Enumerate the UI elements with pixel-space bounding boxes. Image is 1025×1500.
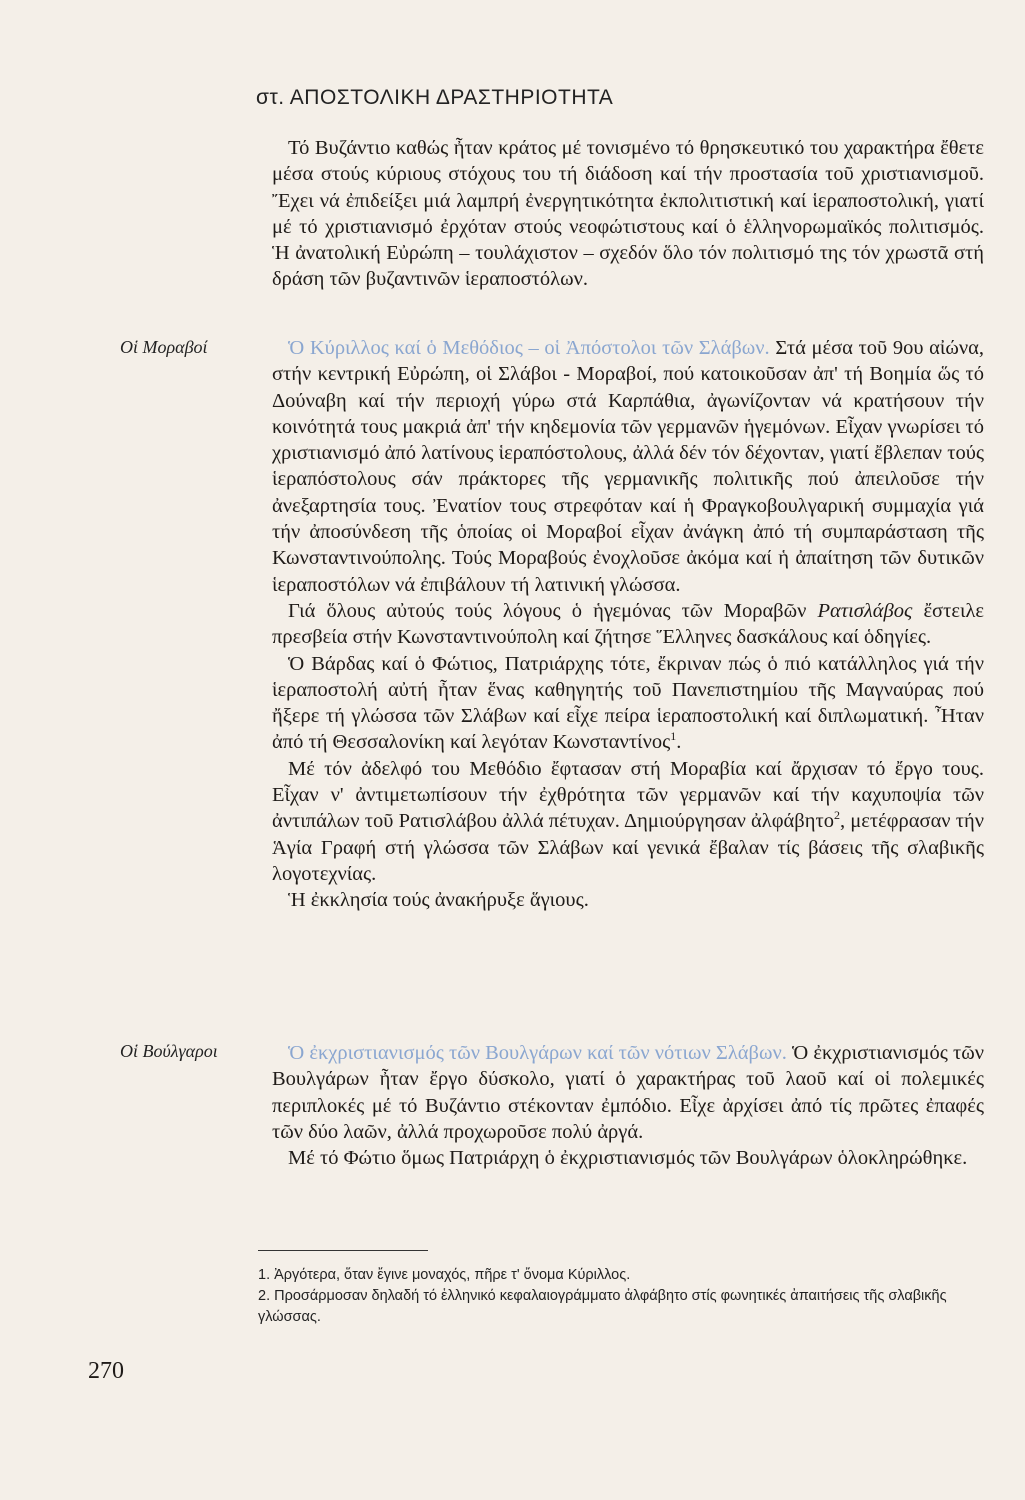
footnote-ref-2: 2 xyxy=(833,808,840,823)
p4-text-a: Μέ τόν ἀδελφό του Μεθόδιο ἔφτασαν στή Μοραβία καί ἄρχισαν τό ἔργο τους. Εἶχαν ν' ἀντιμετωπίσουν τήν ἐχθρότητα τῶν γερμανῶν καί τήν καχυποψία τῶν ἀντιπάλων τοῦ Ρατισλάβου ἀλλά πέτυχαν. Δημιούργησαν ἀλφάβητο xyxy=(272,757,984,833)
moravians-paragraph-3: Ὁ Βάρδας καί ὁ Φώτιος, Πατριάρχης τότε, ἔκριναν πώς ὁ πιό κατάλληλος γιά τήν ἱεραποστολή αὐτή ἦταν ἕνας καθηγητής τοῦ Πανεπιστημίου τῆς Μαγναύρας πού ἤξερε τή γλώσσα τῶν Σλάβων καί εἶχε πείρα ἱεραποστολική καί διπλωματική. Ἦταν ἀπό τή Θεσσαλονίκη καί λεγόταν Κωνσταντίνος$^1$. xyxy=(272,652,984,754)
moravians-paragraph-2 xyxy=(272,598,984,651)
margin-label-bulgarians: Οἱ Βούλγαροι xyxy=(120,1041,218,1061)
margin-label-moravians: Οἱ Μοραβοί xyxy=(120,337,208,357)
p2-after: ἔστειλε πρεσβεία στήν Κωνσταντινούπολη καί ζήτησε Ἕλληνες δασκάλους καί ὁδηγίες. xyxy=(272,599,985,649)
p2-before: Γιά ὅλους αὐτούς τούς λόγους ὁ ἡγεμόνας τῶν Μοραβῶν xyxy=(288,599,807,622)
moravians-section xyxy=(272,335,984,914)
bulgarians-section xyxy=(272,1040,984,1171)
footnote-divider xyxy=(258,1250,428,1251)
intro-paragraph: Τό Βυζάντιο καθώς ἦταν κράτος μέ τονισμένο τό θρησκευτικό του χαρακτήρα ἔθετε μέσα στούς κύριους στόχους του τή διάδοση καί τήν προστασία τοῦ χριστιανισμοῦ. Ἔχει νά ἐπιδείξει μιά λαμπρή ἐνεργητικότητα ἐκπολιτιστική καί ἱεραποστολική, γιατί μέ τό χριστιανισμό ἐρχόταν στούς νεοφώτιστους καί ὁ ἑλληνορωμαϊκός πολιτισμός. Ἡ ἀνατολική Εὐρώπη – τουλάχιστον – σχεδόν ὅλο τόν πολιτισμό της τόν χρωστᾶ στή δράση τῶν βυζαντινῶν ἱεραποστόλων. xyxy=(272,137,984,291)
moravians-paragraph-4 xyxy=(272,756,984,887)
bulgarians-subheading: Ὁ ἐκχριστιανισμός τῶν Βουλγάρων καί τῶν νότιων Σλάβων. xyxy=(288,1042,787,1064)
moravians-paragraph-5: Ἡ ἐκκλησία τούς ἀνακήρυξε ἅγιους. xyxy=(288,889,589,912)
page-number: 270 xyxy=(88,1358,124,1384)
section-heading: στ. ΑΠΟΣΤΟΛΙΚΗ ΔΡΑΣΤΗΡΙΟΤΗΤΑ xyxy=(256,86,614,109)
bulgarians-paragraph-2: Μέ τό Φώτιο ὅμως Πατριάρχη ὁ ἐκχριστιανισμός τῶν Βουλγάρων ὁλοκληρώθηκε. xyxy=(288,1147,968,1170)
moravians-paragraph-1 xyxy=(272,335,984,598)
bulgarians-p1-text: Ὁ ἐκχριστιανισμός τῶν Βουλγάρων ἦταν ἔργο δύσκολο, γιατί ὁ χαρακτήρας τοῦ λαοῦ καί οἱ πολεμικές περιπλοκές μέ τό Βυζάντιο στέκονταν ἐμπόδιο. Εἶχε ἀρχίσει ἀπό τίς πρῶτες ἐπαφές τῶν δύο λαῶν, ἀλλά προχωροῦσε πολύ ἀργά. xyxy=(272,1042,984,1143)
p4-text-b: , μετέφρασαν τήν Ἁγία Γραφή στή γλώσσα τῶν Σλάβων καί γενικά ἔβαλαν τίς βάσεις τῆς σλαβικῆς λογοτεχνίας. xyxy=(272,810,985,885)
footnote-ref-1: 1 xyxy=(670,729,677,744)
footnotes xyxy=(258,1265,984,1328)
footnote-1: 1. Ἀργότερα, ὅταν ἔγινε μοναχός, πῆρε τ' ὄνομα Κύριλλος. xyxy=(258,1267,631,1283)
footnote-2: 2. Προσάρμοσαν δηλαδή τό ἑλληνικό κεφαλαιογράμματο ἀλφάβητο στίς φωνητικές ἀπαιτήσεις τῆς σλαβικῆς γλώσσας. xyxy=(258,1288,947,1325)
moravians-subheading: Ὁ Κύριλλος καί ὁ Μεθόδιος – οἱ Ἀπόστολοι τῶν Σλάβων. xyxy=(288,337,770,359)
ratislav-name: Ρατισλάβος xyxy=(817,599,913,622)
bulgarians-paragraph-1 xyxy=(272,1040,984,1145)
moravians-p1-text: Στά μέσα τοῦ 9ου αἰώνα, στήν κεντρική Εὐρώπη, οἱ Σλάβοι - Μοραβοί, πού κατοικοῦσαν ἀπ' τή Βοημία ὥς τό Δούναβη καί τήν περιοχή γύρω στά Καρπάθια, ἀγωνίζονταν νά κρατήσουν τήν κοινότητά τους μακριά ἀπ' τήν κηδεμονία τῶν γερμανῶν ἡγεμόνων. Εἶχαν γνωρίσει τό χριστιανισμό ἀπό λατίνους ἱεραπόστολους, ἀλλά δέν τόν δέχονταν, γιατί ἔβλεπαν τούς ἱεραπόστολους σάν πράκτορες τῆς γερμανικῆς πολιτικῆς πού ἀπειλοῦσε τήν ἀνεξαρτησία τους. Ἐνατίον τους στρεφόταν καί ἡ Φραγκοβουλγαρική συμμαχία γιά τήν ἀποσύνδεση τῆς ὁποίας οἱ Μοραβοί εἶχαν ἀνάγκη ἀπό τή συμπαράσταση τῆς Κωνσταντινούπολης. Τούς Μοραβούς ἐνοχλοῦσε ἀκόμα καί ἡ ἀπαίτηση τῶν δυτικῶν ἱεραποστόλων νά ἐπιβάλουν τή λατινική γλώσσα. xyxy=(272,337,984,596)
intro-block xyxy=(272,135,984,293)
p3-text: Ὁ Βάρδας καί ὁ Φώτιος, Πατριάρχης τότε, ἔκριναν πώς ὁ πιό κατάλληλος γιά τήν ἱεραποστολή αὐτή ἦταν ἕνας καθηγητής τοῦ Πανεπιστημίου τῆς Μαγναύρας πού ἤξερε τή γλώσσα τῶν Σλάβων καί εἶχε πείρα ἱεραποστολική καί διπλωματική. Ἦταν ἀπό τή Θεσσαλονίκη καί λεγόταν Κωνσταντίνος xyxy=(272,652,984,754)
